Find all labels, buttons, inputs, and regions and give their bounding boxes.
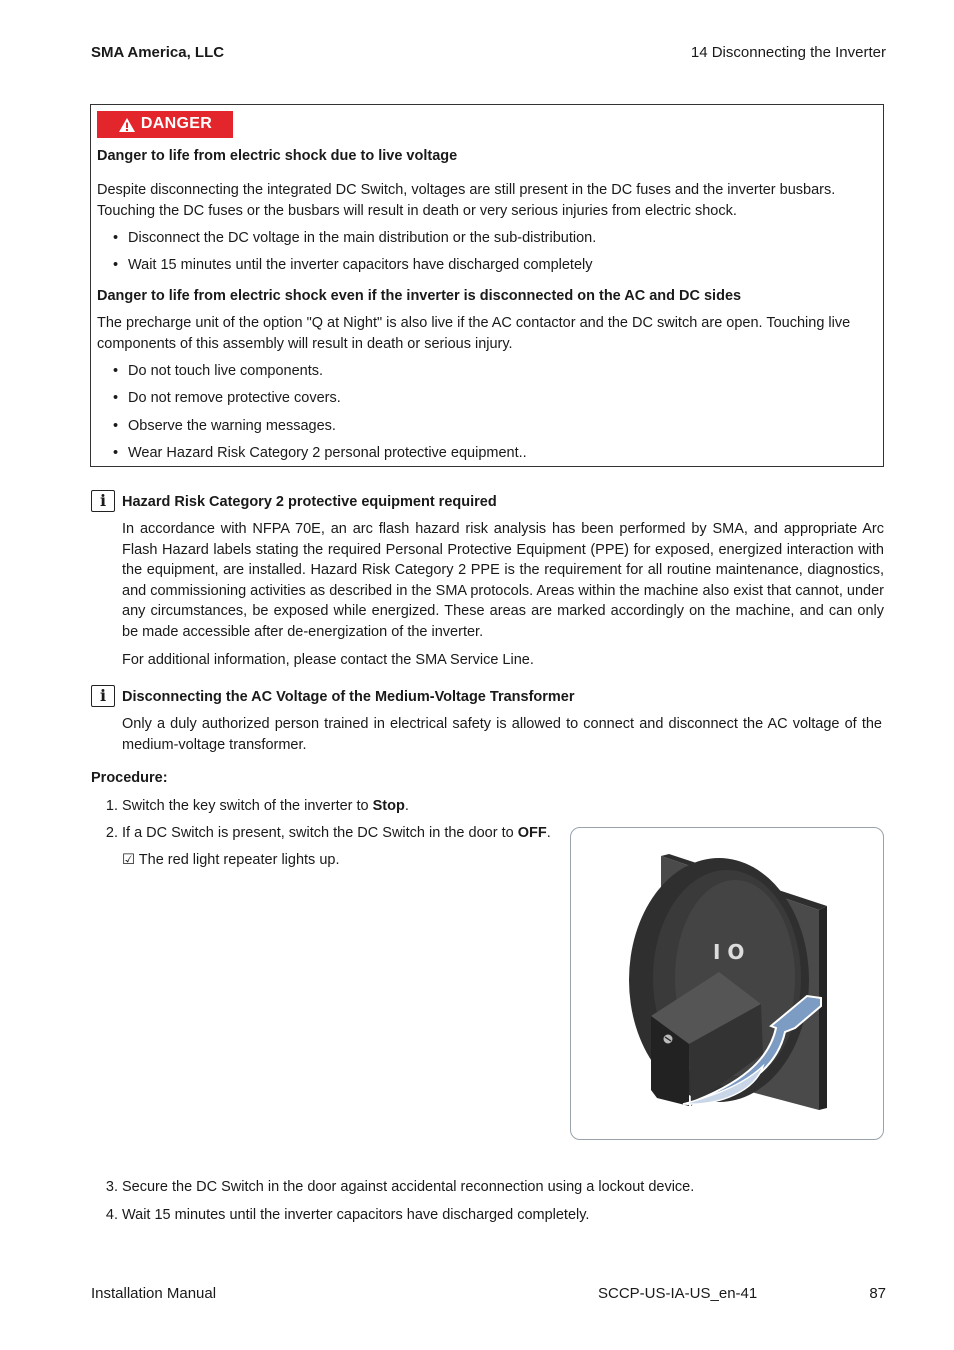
footer-doc-code: SCCP-US-IA-US_en-41 [598, 1285, 758, 1302]
bullet-text: Wait 15 minutes until the inverter capacitors have discharged completely [128, 257, 593, 273]
info-paragraph-ppe: In accordance with NFPA 70E, an arc flash hazard risk analysis has been performed by SMA, and appropriate Arc Flash Hazard labels stating the required Personal Protective Equipment (PPE) for exposed, energized interaction with the equipment, are installed. Hazard Risk Category 2 PPE is the requirement for all routine maintenance, diagnostics, and commissioning activities as described in the SMA protocols. Areas within the machine also exist that cannot, under any circumstances, be exposed while energized. These areas are marked accordingly on the machine, and can only be made accessible after de-energization of the inverter. [122, 521, 884, 640]
footer-page-number: 87 [869, 1285, 886, 1302]
danger-paragraph-1: Despite disconnecting the integrated DC Switch, voltages are still present in the DC fuses and the inverter busbars. Touching the DC fuses or the busbars will result in death or very serious injuries from electric shock. [97, 182, 836, 219]
header-section: 14 Disconnecting the Inverter [690, 44, 886, 61]
danger-paragraph-2: The precharge unit of the option "Q at Night" is also live if the AC contactor and the DC switch are open. Touching live components of this assembly will result in death or serious injury. [97, 315, 851, 352]
danger-title-2: Danger to life from electric shock even if the inverter is disconnected on the AC and DC sides [97, 288, 742, 304]
step-text: Wait 15 minutes until the inverter capacitors have discharged completely. [122, 1207, 590, 1223]
switch-position-label: I O [713, 940, 745, 964]
bullet-dot: • [113, 390, 119, 406]
bullet-text: Wear Hazard Risk Category 2 personal protective equipment.. [128, 445, 527, 461]
checkbox-checked-icon: ☑ [122, 852, 135, 868]
danger-box [90, 104, 884, 467]
bullet-text: Do not touch live components. [128, 363, 324, 379]
danger-title-1: Danger to life from electric shock due to live voltage [97, 148, 458, 164]
danger-badge [97, 111, 233, 138]
info-icon: i [91, 685, 115, 707]
step-text: Secure the DC Switch in the door against accidental reconnection using a lockout device. [122, 1179, 695, 1195]
info-icon: i [91, 490, 115, 512]
procedure-result [122, 850, 339, 871]
bullet-dot: • [113, 363, 119, 379]
bullet-text: Observe the warning messages. [128, 418, 336, 434]
bullet-dot: • [113, 418, 119, 434]
procedure-heading: Procedure: [91, 770, 168, 786]
dc-switch-illustration [570, 827, 884, 1140]
bullet-dot: • [113, 230, 119, 246]
bullet-text: Do not remove protective covers. [128, 390, 341, 406]
bullet-dot: • [113, 257, 119, 273]
bullet-text: Disconnect the DC voltage in the main distribution or the sub-distribution. [128, 230, 597, 246]
danger-badge-label: DANGER [140, 115, 213, 133]
footer-manual-title: Installation Manual [91, 1285, 217, 1302]
warning-triangle-icon [118, 117, 136, 133]
header-company: SMA America, LLC [91, 44, 225, 61]
info-title-ppe: Hazard Risk Category 2 protective equipment required [122, 494, 497, 510]
bullet-dot: • [113, 445, 119, 461]
step-number: 3. [105, 1179, 118, 1195]
info-paragraph-transformer: Only a duly authorized person trained in electrical safety is allowed to connect and disconnect the AC voltage of the medium-voltage transformer. [122, 716, 882, 753]
step-text: If a DC Switch is present, switch the DC Switch in the door to OFF. [122, 825, 551, 841]
step-number: 1. [105, 798, 118, 814]
info-title-transformer: Disconnecting the AC Voltage of the Medium-Voltage Transformer [122, 689, 575, 705]
step-number: 2. [105, 825, 118, 841]
switch-plate-edge [819, 906, 827, 1110]
step-text: Switch the key switch of the inverter to Stop. [122, 798, 409, 814]
step-number: 4. [105, 1207, 118, 1223]
info-paragraph-contact: For additional information, please contact the SMA Service Line. [122, 652, 534, 668]
rotary-switch-graphic [571, 828, 882, 1138]
result-text: The red light repeater lights up. [138, 852, 340, 868]
